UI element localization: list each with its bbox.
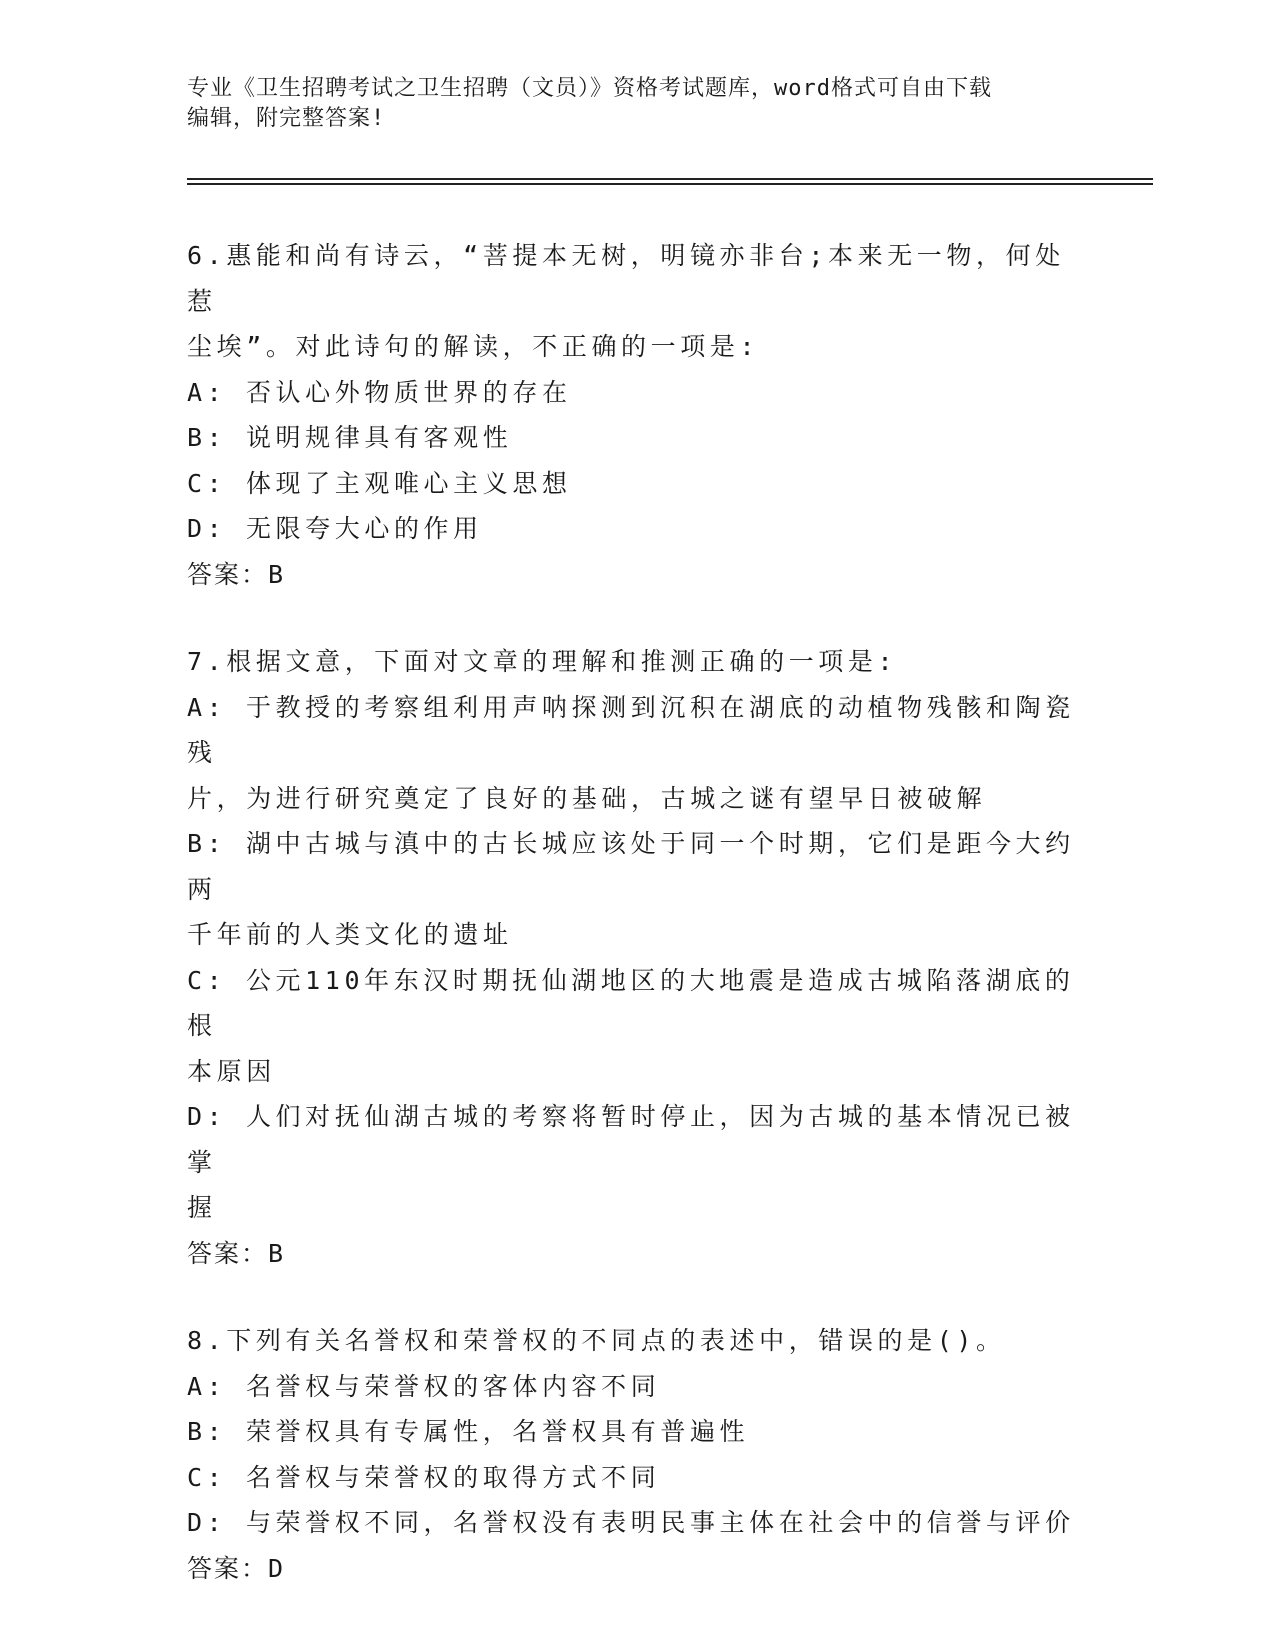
option-b: B: 荣誉权具有专属性，名誉权具有普遍性 [187, 1417, 750, 1446]
option-b: B: 湖中古城与滇中的古长城应该处于同一个时期，它们是距今大约两 [187, 829, 1075, 904]
option-a: A: 于教授的考察组利用声呐探测到沉积在湖底的动植物残骸和陶瓷残 [187, 692, 1075, 767]
option-c: C: 体现了主观唯心主义思想 [187, 468, 572, 498]
header-divider-bottom [187, 183, 1153, 185]
question-stem-line: 尘埃”。对此诗句的解读，不正确的一项是: [187, 332, 760, 361]
option-c: C: 名誉权与荣誉权的取得方式不同 [187, 1462, 661, 1492]
question-stem-line: 6.惠能和尚有诗云，“菩提本无树，明镜亦非台;本来无一物，何处惹 [187, 241, 1065, 316]
answer-label: 答案：B [187, 559, 286, 589]
option-d: D: 无限夸大心的作用 [187, 514, 483, 543]
question-stem-line: 7.根据文意，下面对文章的理解和推测正确的一项是: [187, 647, 898, 676]
question-8 [187, 1318, 1087, 1591]
document-header [187, 74, 1047, 134]
option-c-continued: 本原因 [187, 1056, 276, 1086]
option-c: C: 公元110年东汉时期抚仙湖地区的大地震是造成古城陷落湖底的根 [187, 965, 1075, 1040]
question-6 [187, 233, 1087, 597]
header-line-1: 专业《卫生招聘考试之卫生招聘（文员）》资格考试题库，word格式可自由下载 [187, 76, 992, 101]
option-b: B: 说明规律具有客观性 [187, 423, 513, 452]
option-a: A: 否认心外物质世界的存在 [187, 377, 572, 407]
option-d-continued: 握 [187, 1193, 217, 1222]
question-stem-line: 8.下列有关名誉权和荣誉权的不同点的表述中，错误的是()。 [187, 1326, 1006, 1355]
option-d: D: 人们对抚仙湖古城的考察将暂时停止，因为古城的基本情况已被掌 [187, 1102, 1075, 1177]
answer-label: 答案：B [187, 1238, 286, 1268]
header-divider-top [187, 178, 1153, 180]
answer-label: 答案：D [187, 1553, 286, 1583]
option-a: A: 名誉权与荣誉权的客体内容不同 [187, 1371, 661, 1401]
header-line-2: 编辑，附完整答案! [187, 106, 386, 131]
option-b-continued: 千年前的人类文化的遗址 [187, 920, 513, 949]
question-list [187, 233, 1087, 1633]
option-a-continued: 片，为进行研究奠定了良好的基础，古城之谜有望早日被破解 [187, 783, 987, 813]
question-7 [187, 639, 1087, 1276]
option-d: D: 与荣誉权不同，名誉权没有表明民事主体在社会中的信誉与评价 [187, 1508, 1075, 1537]
